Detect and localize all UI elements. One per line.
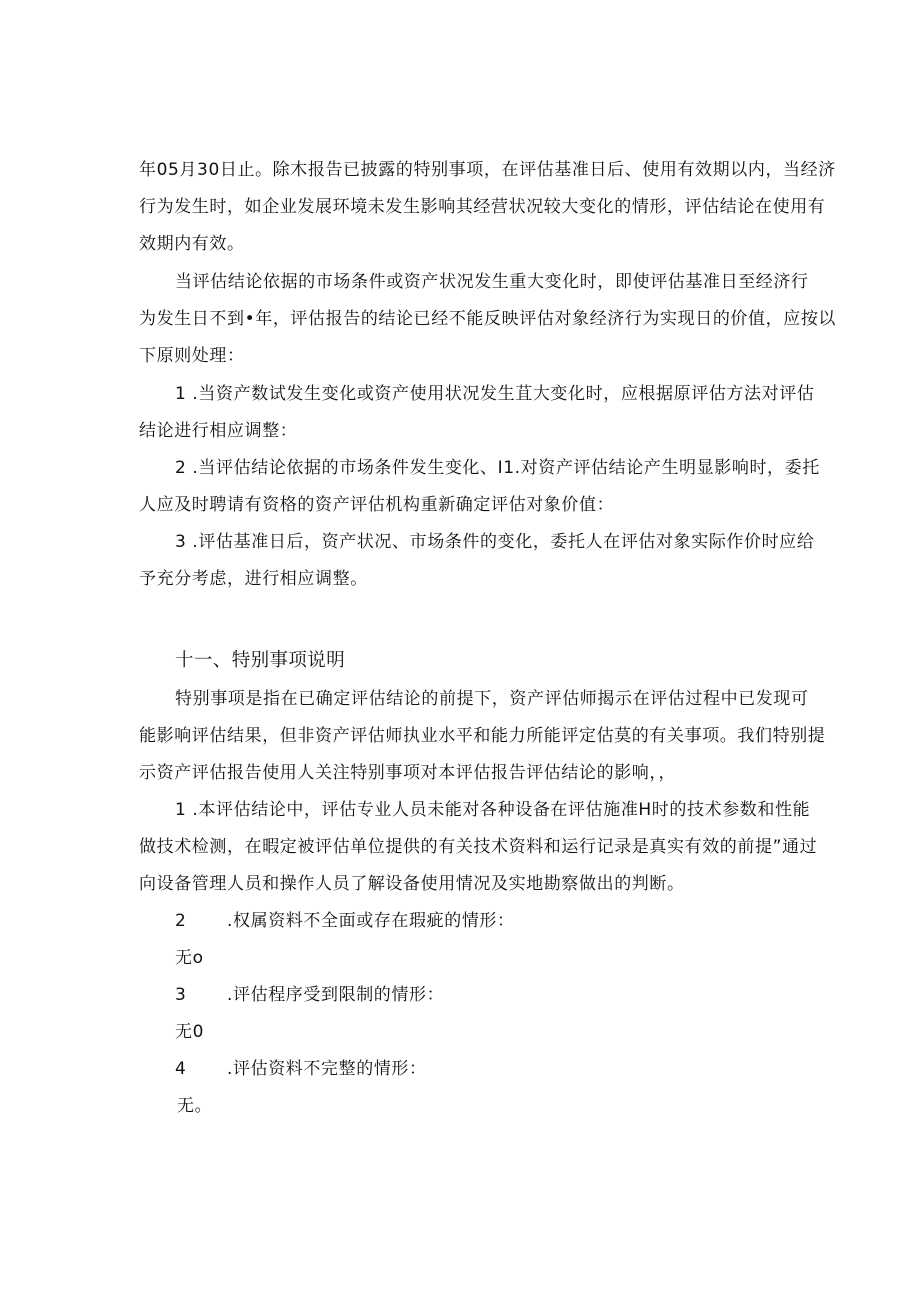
paragraph-1-line-3: 效期内有效。 <box>139 234 245 254</box>
special-item-3-text: .评估程序受到限制的情形： <box>227 985 445 1005</box>
special-item-3 <box>175 983 444 1007</box>
special-item-3-answer: 无0 <box>175 1022 205 1042</box>
paragraph-1-line-2: 行为发生时，如企业发展环境未发生影响其经营状况较大变化的情形，评估结论在使用有 <box>139 197 826 217</box>
special-item-2-answer: 无o <box>175 948 204 968</box>
special-item-1-line-2: 做技术检测，在暇定被评估单位提供的有关技术资料和运行记录是真实有效的前提”通过 <box>139 837 818 857</box>
special-intro-line-2: 能影响评估结果，但非资产评估师执业水平和能力所能评定估莫的有关事项。我们特别提 <box>139 726 826 746</box>
paragraph-1-line-1: 年05月30日止。除木报告已披露的特别事项，在评估基准日后、使用有效期以内，当经济 <box>139 160 836 180</box>
special-item-4 <box>175 1057 427 1081</box>
special-item-4-text: .评估资料不完整的情形： <box>227 1059 427 1079</box>
conclusion-item-3-line-1: 3 .评估基准日后，资产状况、市场条件的变化，委托人在评估对象实际作价时应给 <box>175 532 815 552</box>
section-heading: 十一、特别事项说明 <box>175 650 346 671</box>
special-intro-line-3: 示资产评估报告使用人关注特别事项对本评估报告评估结论的影响，， <box>139 763 677 783</box>
special-item-4-number: 4 <box>175 1059 187 1079</box>
special-item-4-answer: 无。 <box>177 1096 213 1116</box>
conclusion-item-2-line-1: 2 .当评估结论依据的市场条件发生变化、I1.对资产评估结论产生明显影响时，委托 <box>175 458 820 478</box>
special-item-1-line-1: 1 .本评估结论中，评估专业人员未能对各种设备在评估施准H时的技术参数和性能 <box>175 800 811 820</box>
special-item-1-line-3: 向设备管理人员和操作人员了解设备使用情况及实地勘察做出的判断。 <box>139 874 685 894</box>
paragraph-2-line-3: 下原则处理： <box>139 346 245 366</box>
conclusion-item-1-line-2: 结论进行相应调整： <box>139 421 298 441</box>
paragraph-2-line-1: 当评估结论依据的市场条件或资产状况发生重大变化时，即使评估基准日至经济行 <box>175 272 809 292</box>
paragraph-2-line-2: 为发生日不到•年，评估报告的结论已经不能反映评估对象经济行为实现日的价值，应按以 <box>139 309 837 329</box>
special-item-2-text: .权属资料不全面或存在瑕疵的情形： <box>227 911 515 931</box>
conclusion-item-2-line-2: 人应及时聘请有资格的资产评估机构重新确定评估对象价值： <box>139 495 615 515</box>
special-item-3-number: 3 <box>175 985 187 1005</box>
special-intro-line-1: 特别事项是指在已确定评估结论的前提下，资产评估师揭示在评估过程中已发现可 <box>175 689 809 709</box>
conclusion-item-1-line-1: 1 .当资产数试发生变化或资产使用状况发生苴大变化时，应根据原评估方法对评估 <box>175 384 815 404</box>
conclusion-item-3-line-2: 予充分考虑，进行相应调整。 <box>139 569 368 589</box>
special-item-2 <box>175 909 515 933</box>
special-item-2-number: 2 <box>175 911 187 931</box>
